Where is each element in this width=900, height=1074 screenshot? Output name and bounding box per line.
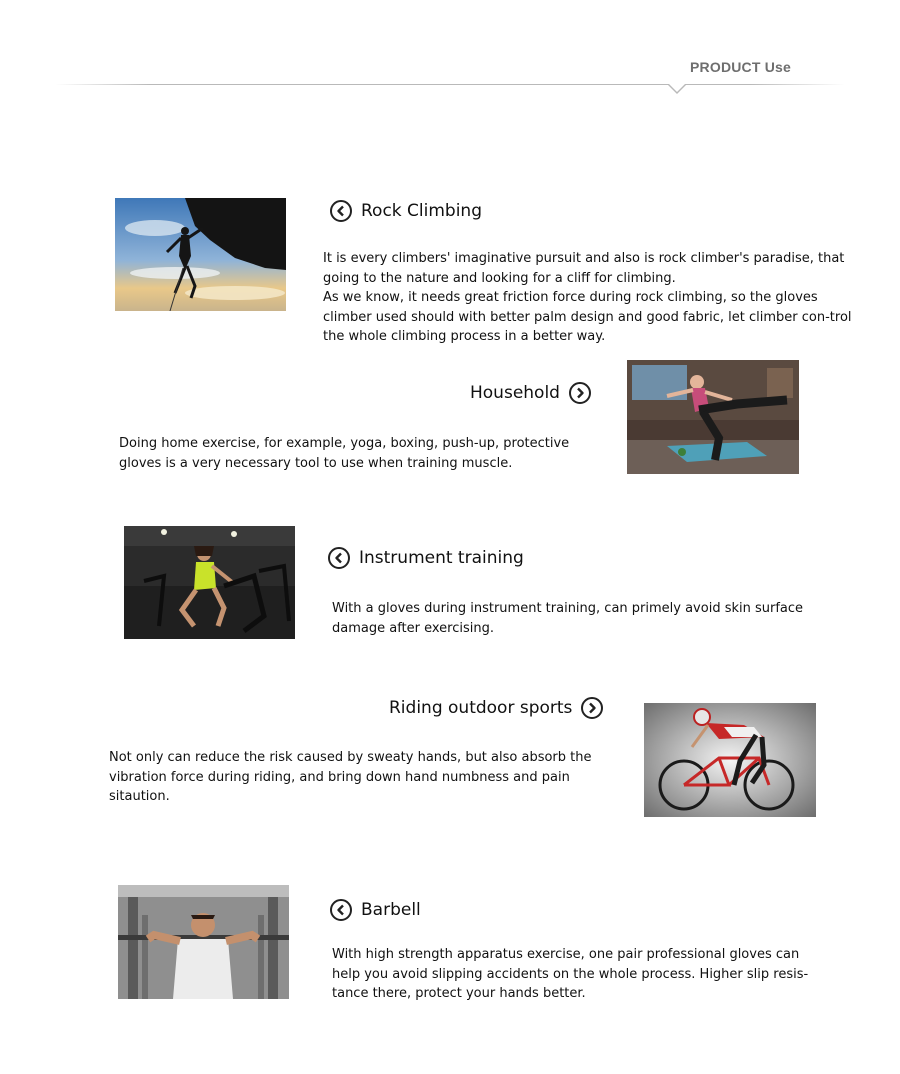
left-arrow-circle-icon [328,547,350,569]
section-text-riding-outdoor-sports: Not only can reduce the risk caused by sweaty hands, but also absorb the vibration force during riding, and bring down hand numbness and pain sitaution. [109,750,592,804]
rock-climbing-photo [115,198,286,311]
section-text-barbell: With high strength apparatus exercise, one pair professional gloves can help you avoid slipping accidents on the whole process. Higher slip resis-tance there, protect your hands better. [332,947,809,1001]
left-arrow-circle-icon [330,899,352,921]
section-text-instrument-training: With a gloves during instrument training, can primely avoid skin surface damage after exercising. [332,601,804,636]
right-arrow-circle-icon [581,697,603,719]
section-title-riding-outdoor-sports: Riding outdoor sports [389,697,603,719]
section-title-barbell: Barbell [330,899,421,921]
section-text-household: Doing home exercise, for example, yoga, boxing, push-up, protective gloves is a very necessary tool to use when training muscle. [119,436,570,471]
page-title: PRODUCT Use [690,59,791,75]
instrument-training-photo [124,526,295,639]
household-yoga-photo [627,360,799,474]
barbell-photo [118,885,289,999]
section-title-instrument-training: Instrument training [328,547,524,569]
right-arrow-circle-icon [569,382,591,404]
section-title-rock-climbing: Rock Climbing [330,200,482,222]
section-text-rock-climbing: It is every climbers' imaginative pursuit and also is rock climber's paradise, that going to the nature and looking for a cliff for climbing. As we know, it needs great friction force during rock climbing, so the gloves climber used should with better palm design and good fabric, let climber con-trol the whole climbing process in a better way. [323,251,852,344]
left-arrow-circle-icon [330,200,352,222]
header-divider [55,84,845,85]
section-title-household: Household [470,382,591,404]
riding-cyclist-photo [644,703,816,817]
header-notch [667,84,687,94]
